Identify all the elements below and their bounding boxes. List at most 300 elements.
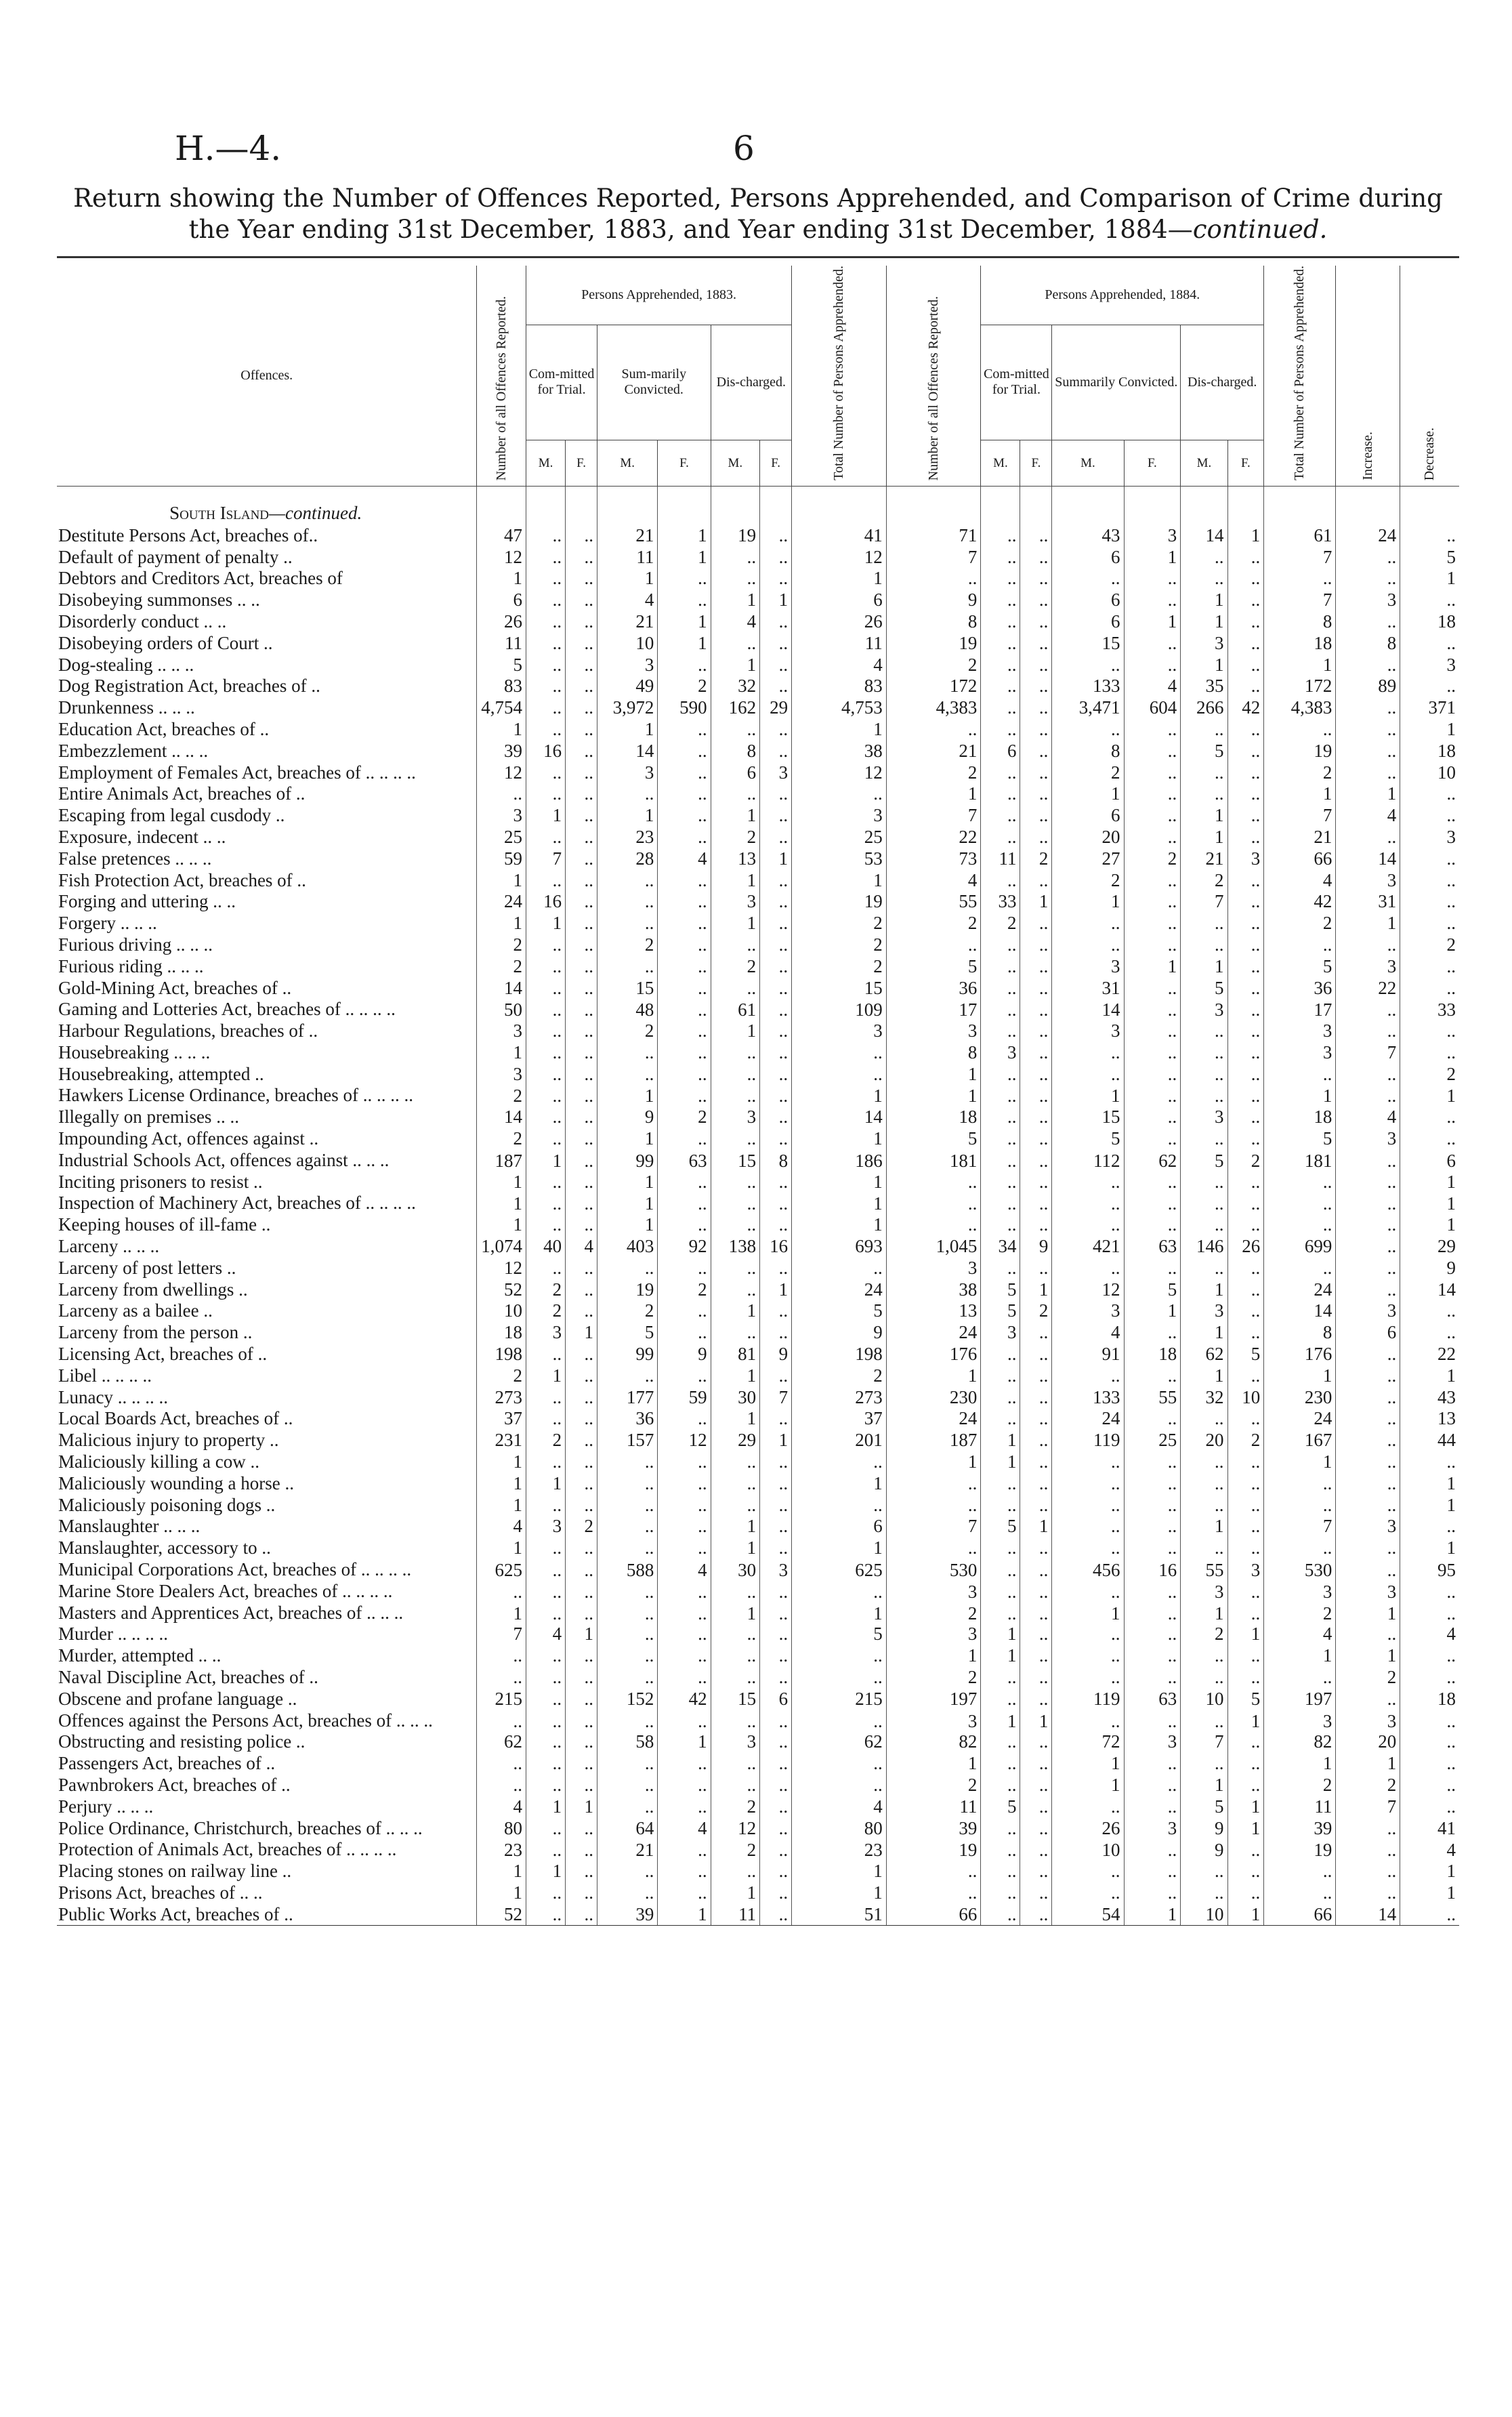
- cell-value: ..: [981, 1731, 1020, 1753]
- cell-value: ..: [526, 1645, 566, 1666]
- cell-value: ..: [658, 1860, 711, 1882]
- cell-value: ..: [597, 912, 658, 934]
- cell-value: ..: [526, 1041, 566, 1063]
- cell-value: ..: [1227, 546, 1264, 568]
- cell-value: ..: [658, 783, 711, 804]
- cell-value: 5: [1181, 977, 1227, 999]
- cell-value: ..: [1227, 762, 1264, 783]
- cell-value: ..: [1227, 869, 1264, 891]
- cell-value: 13: [886, 1300, 981, 1322]
- table-row: [57, 1860, 1459, 1882]
- table-row: [57, 1235, 1459, 1257]
- cell-value: ..: [981, 1537, 1020, 1558]
- cell-value: ..: [1052, 1365, 1124, 1386]
- cell-value: 3: [886, 1710, 981, 1731]
- cell-value: 1: [1400, 1085, 1459, 1107]
- offence-name: Housebreaking, attempted ..: [57, 1063, 477, 1085]
- table-row: [57, 524, 1459, 546]
- cell-value: ..: [658, 1041, 711, 1063]
- cell-value: ..: [1336, 740, 1400, 762]
- cell-value: ..: [1052, 1193, 1124, 1214]
- cell-value: ..: [658, 912, 711, 934]
- cell-value: 7: [886, 1516, 981, 1537]
- cell-value: 2: [1052, 869, 1124, 891]
- offence-name: Inspection of Machinery Act, breaches of .. .. .. ..: [57, 1193, 477, 1214]
- cell-value: ..: [1336, 1558, 1400, 1580]
- cell-value: ..: [526, 567, 566, 589]
- cell-value: ..: [1227, 1106, 1264, 1128]
- offence-name: Manslaughter, accessory to ..: [57, 1537, 477, 1558]
- cell-value: ..: [760, 1645, 792, 1666]
- cell-value: 2: [597, 1300, 658, 1322]
- cell-value: 1: [658, 524, 711, 546]
- table-row: [57, 1666, 1459, 1688]
- cell-value: ..: [711, 1193, 760, 1214]
- cell-value: ..: [1052, 1860, 1124, 1882]
- cell-value: ..: [1020, 762, 1052, 783]
- cell-value: 25: [1124, 1429, 1181, 1451]
- cell-value: 1: [792, 869, 887, 891]
- col-f: F.: [658, 440, 711, 486]
- cell-value: 1: [658, 546, 711, 568]
- cell-value: 1: [526, 1860, 566, 1882]
- cell-value: 1: [760, 1429, 792, 1451]
- cell-value: 14: [1336, 1903, 1400, 1925]
- cell-value: 6: [477, 589, 526, 611]
- cell-value: ..: [981, 1085, 1020, 1107]
- col-f: F.: [760, 440, 792, 486]
- cell-value: ..: [711, 1710, 760, 1731]
- cell-value: 9: [760, 1343, 792, 1365]
- cell-value: ..: [1336, 1020, 1400, 1041]
- cell-value: ..: [981, 1063, 1020, 1085]
- cell-value: 1: [1181, 611, 1227, 632]
- cell-value: 1: [566, 1796, 597, 1817]
- cell-value: ..: [981, 1386, 1020, 1408]
- cell-value: ..: [981, 1343, 1020, 1365]
- cell-value: 1: [711, 804, 760, 826]
- cell-value: ..: [1124, 1882, 1181, 1903]
- cell-value: 13: [711, 848, 760, 869]
- cell-value: ..: [981, 1193, 1020, 1214]
- cell-value: ..: [1181, 1085, 1227, 1107]
- table-row: [57, 1063, 1459, 1085]
- cell-value: ..: [566, 1731, 597, 1753]
- cell-value: 14: [1052, 998, 1124, 1020]
- cell-value: 37: [792, 1408, 887, 1430]
- cell-value: ..: [566, 1386, 597, 1408]
- cell-value: ..: [526, 1580, 566, 1602]
- cell-value: ..: [566, 632, 597, 654]
- cell-value: 1: [597, 1085, 658, 1107]
- cell-value: ..: [1400, 1128, 1459, 1149]
- cell-value: ..: [1020, 1020, 1052, 1041]
- cell-value: ..: [1124, 1624, 1181, 1645]
- offence-name: Forgery .. .. ..: [57, 912, 477, 934]
- cell-value: ..: [1181, 1214, 1227, 1235]
- cell-value: ..: [658, 1624, 711, 1645]
- cell-value: 138: [711, 1235, 760, 1257]
- cell-value: ..: [658, 1193, 711, 1214]
- cell-value: ..: [886, 1537, 981, 1558]
- cell-value: ..: [1227, 1494, 1264, 1516]
- cell-value: 17: [886, 998, 981, 1020]
- cell-value: ..: [1227, 1580, 1264, 1602]
- cell-value: 64: [597, 1817, 658, 1839]
- cell-value: ..: [1400, 589, 1459, 611]
- cell-value: ..: [526, 1537, 566, 1558]
- cell-value: 3: [1227, 848, 1264, 869]
- cell-value: ..: [1227, 1128, 1264, 1149]
- cell-value: ..: [1020, 1580, 1052, 1602]
- col-m: M.: [597, 440, 658, 486]
- cell-value: ..: [1124, 1171, 1181, 1193]
- table-row: [57, 654, 1459, 676]
- cell-value: ..: [566, 1580, 597, 1602]
- cell-value: ..: [792, 1645, 887, 1666]
- cell-value: ..: [566, 1903, 597, 1925]
- cell-value: 12: [792, 546, 887, 568]
- cell-value: ..: [886, 1860, 981, 1882]
- cell-value: 44: [1400, 1429, 1459, 1451]
- cell-value: ..: [566, 1128, 597, 1149]
- cell-value: ..: [1227, 654, 1264, 676]
- cell-value: 21: [597, 1838, 658, 1860]
- cell-value: 8: [1336, 632, 1400, 654]
- cell-value: ..: [1020, 611, 1052, 632]
- cell-value: ..: [1020, 1602, 1052, 1624]
- cell-value: ..: [981, 1214, 1020, 1235]
- cell-value: ..: [597, 1257, 658, 1279]
- col-m: M.: [711, 440, 760, 486]
- col-decrease: [1400, 266, 1459, 486]
- col-m: M.: [1052, 440, 1124, 486]
- cell-value: ..: [1124, 1365, 1181, 1386]
- cell-value: 3,972: [597, 697, 658, 718]
- cell-value: 197: [886, 1688, 981, 1710]
- cell-value: ..: [711, 1580, 760, 1602]
- cell-value: 49: [597, 675, 658, 697]
- cell-value: 3: [1052, 1300, 1124, 1322]
- cell-value: ..: [981, 567, 1020, 589]
- cell-value: ..: [566, 1882, 597, 1903]
- cell-value: 73: [886, 848, 981, 869]
- cell-value: ..: [1020, 1193, 1052, 1214]
- title-line-2: [57, 214, 1459, 245]
- cell-value: 5: [597, 1321, 658, 1343]
- cell-value: ..: [1020, 1860, 1052, 1882]
- cell-value: 187: [886, 1429, 981, 1451]
- cell-value: 95: [1400, 1558, 1459, 1580]
- cell-value: ..: [597, 1710, 658, 1731]
- cell-value: ..: [1181, 1882, 1227, 1903]
- cell-value: ..: [760, 1624, 792, 1645]
- cell-value: 1: [711, 1365, 760, 1386]
- cell-value: ..: [1124, 869, 1181, 891]
- cell-value: 55: [1124, 1386, 1181, 1408]
- cell-value: ..: [760, 1020, 792, 1041]
- cell-value: 24: [886, 1321, 981, 1343]
- cell-value: ..: [981, 1774, 1020, 1796]
- cell-value: 2: [526, 1429, 566, 1451]
- cell-value: 19: [1264, 1838, 1336, 1860]
- cell-value: ..: [1124, 567, 1181, 589]
- offence-name: Larceny of post letters ..: [57, 1257, 477, 1279]
- cell-value: ..: [1400, 524, 1459, 546]
- col-group-1883: Persons Apprehended, 1883.: [526, 266, 792, 325]
- cell-value: ..: [526, 1020, 566, 1041]
- cell-value: ..: [760, 1666, 792, 1688]
- offence-name: Public Works Act, breaches of ..: [57, 1903, 477, 1925]
- cell-value: ..: [1227, 1365, 1264, 1386]
- cell-value: ..: [597, 1774, 658, 1796]
- cell-value: 109: [792, 998, 887, 1020]
- cell-value: 7: [1264, 546, 1336, 568]
- col-summarily-1884: Summarily Convicted.: [1052, 325, 1181, 440]
- cell-value: 4: [477, 1516, 526, 1537]
- offence-name: Entire Animals Act, breaches of ..: [57, 783, 477, 804]
- cell-value: ..: [1336, 998, 1400, 1020]
- table-row: [57, 546, 1459, 568]
- cell-value: 5: [886, 955, 981, 977]
- cell-value: 4: [1336, 1106, 1400, 1128]
- cell-value: ..: [981, 1580, 1020, 1602]
- cell-value: 10: [1181, 1688, 1227, 1710]
- cell-value: ..: [886, 1494, 981, 1516]
- cell-value: 2: [886, 654, 981, 676]
- cell-value: 62: [1181, 1343, 1227, 1365]
- cell-value: 5: [981, 1796, 1020, 1817]
- cell-value: 38: [792, 740, 887, 762]
- offence-name: Furious driving .. .. ..: [57, 934, 477, 955]
- cell-value: ..: [477, 1752, 526, 1774]
- cell-value: ..: [1020, 1731, 1052, 1753]
- cell-value: 5: [1227, 1343, 1264, 1365]
- cell-value: 47: [477, 524, 526, 546]
- cell-value: ..: [1020, 912, 1052, 934]
- table-row: [57, 611, 1459, 632]
- cell-value: 8: [711, 740, 760, 762]
- cell-value: ..: [1124, 589, 1181, 611]
- cell-value: 2: [711, 1838, 760, 1860]
- table-row: [57, 1193, 1459, 1214]
- cell-value: ..: [1400, 783, 1459, 804]
- cell-value: ..: [711, 1645, 760, 1666]
- cell-value: ..: [658, 654, 711, 676]
- cell-value: ..: [1020, 1882, 1052, 1903]
- cell-value: ..: [566, 1537, 597, 1558]
- cell-value: 23: [597, 826, 658, 848]
- col-m: M.: [1181, 440, 1227, 486]
- cell-value: 6: [792, 589, 887, 611]
- cell-value: ..: [597, 1365, 658, 1386]
- cell-value: ..: [1124, 1020, 1181, 1041]
- cell-value: 1: [658, 1731, 711, 1753]
- cell-value: 71: [886, 524, 981, 546]
- cell-value: 6: [711, 762, 760, 783]
- cell-value: 55: [886, 890, 981, 912]
- cell-value: ..: [526, 1451, 566, 1472]
- cell-value: 3: [711, 1731, 760, 1753]
- cell-value: 18: [1264, 1106, 1336, 1128]
- cell-value: 1: [477, 1193, 526, 1214]
- cell-value: 18: [1400, 611, 1459, 632]
- cell-value: ..: [886, 1214, 981, 1235]
- cell-value: 1: [1052, 1085, 1124, 1107]
- table-row: [57, 1624, 1459, 1645]
- cell-value: 14: [792, 1106, 887, 1128]
- cell-value: ..: [1264, 1860, 1336, 1882]
- cell-value: 16: [1124, 1558, 1181, 1580]
- cell-value: 80: [792, 1817, 887, 1839]
- cell-value: ..: [1020, 998, 1052, 1020]
- cell-value: 14: [1400, 1279, 1459, 1300]
- table-row: [57, 1408, 1459, 1430]
- cell-value: 2: [792, 934, 887, 955]
- offence-name: Gold-Mining Act, breaches of ..: [57, 977, 477, 999]
- cell-value: ..: [981, 1688, 1020, 1710]
- offence-name: Escaping from legal cusdody ..: [57, 804, 477, 826]
- cell-value: 3: [1124, 1731, 1181, 1753]
- cell-value: ..: [1227, 1279, 1264, 1300]
- cell-value: ..: [658, 1171, 711, 1193]
- cell-value: ..: [526, 1602, 566, 1624]
- cell-value: 1: [760, 1279, 792, 1300]
- col-increase: [1336, 266, 1400, 486]
- cell-value: 421: [1052, 1235, 1124, 1257]
- cell-value: 62: [1124, 1149, 1181, 1171]
- cell-value: ..: [658, 1580, 711, 1602]
- cell-value: ..: [566, 869, 597, 891]
- cell-value: 230: [1264, 1386, 1336, 1408]
- cell-value: ..: [1124, 718, 1181, 740]
- cell-value: 4,383: [886, 697, 981, 718]
- cell-value: 2: [1020, 1300, 1052, 1322]
- cell-value: ..: [566, 567, 597, 589]
- cell-value: ..: [1400, 890, 1459, 912]
- cell-value: ..: [658, 1472, 711, 1494]
- cell-value: ..: [1020, 1085, 1052, 1107]
- cell-value: ..: [566, 1710, 597, 1731]
- cell-value: 2: [1052, 762, 1124, 783]
- cell-value: 24: [1336, 524, 1400, 546]
- cell-value: 1: [1400, 1214, 1459, 1235]
- cell-value: ..: [526, 869, 566, 891]
- cell-value: ..: [1052, 1257, 1124, 1279]
- cell-value: ..: [1124, 1666, 1181, 1688]
- cell-value: 2: [886, 762, 981, 783]
- cell-value: 9: [1181, 1838, 1227, 1860]
- cell-value: ..: [1336, 762, 1400, 783]
- cell-value: 29: [1400, 1235, 1459, 1257]
- cell-value: 1: [1264, 1085, 1336, 1107]
- cell-value: 1: [1124, 1300, 1181, 1322]
- cell-value: ..: [566, 697, 597, 718]
- cell-value: ..: [1124, 1063, 1181, 1085]
- cell-value: 1: [477, 1860, 526, 1882]
- cell-value: ..: [1336, 546, 1400, 568]
- cell-value: 19: [886, 1838, 981, 1860]
- cell-value: ..: [1264, 1666, 1336, 1688]
- cell-value: ..: [526, 1193, 566, 1214]
- cell-value: ..: [658, 1666, 711, 1688]
- cell-value: 3: [792, 804, 887, 826]
- cell-value: ..: [981, 1882, 1020, 1903]
- cell-value: ..: [566, 546, 597, 568]
- cell-value: ..: [597, 1645, 658, 1666]
- cell-value: 36: [597, 1408, 658, 1430]
- cell-value: 12: [792, 762, 887, 783]
- cell-value: 157: [597, 1429, 658, 1451]
- cell-value: ..: [981, 654, 1020, 676]
- cell-value: 23: [477, 1838, 526, 1860]
- cell-value: ..: [597, 1624, 658, 1645]
- cell-value: ..: [760, 1580, 792, 1602]
- cell-value: ..: [1124, 1602, 1181, 1624]
- table-row: [57, 632, 1459, 654]
- cell-value: 1: [1227, 1710, 1264, 1731]
- cell-value: ..: [1020, 1386, 1052, 1408]
- cell-value: 187: [477, 1149, 526, 1171]
- cell-value: ..: [1124, 1580, 1181, 1602]
- cell-value: ..: [526, 589, 566, 611]
- cell-value: 61: [1264, 524, 1336, 546]
- cell-value: ..: [597, 783, 658, 804]
- cell-value: ..: [1181, 783, 1227, 804]
- cell-value: ..: [658, 567, 711, 589]
- cell-value: ..: [1336, 697, 1400, 718]
- cell-value: 1: [981, 1624, 1020, 1645]
- cell-value: 6: [981, 740, 1020, 762]
- cell-value: ..: [1020, 1106, 1052, 1128]
- cell-value: ..: [597, 1602, 658, 1624]
- cell-value: 2: [1264, 912, 1336, 934]
- col-total-1884: [1264, 266, 1336, 486]
- cell-value: 99: [597, 1343, 658, 1365]
- cell-value: ..: [760, 934, 792, 955]
- cell-value: ..: [658, 1321, 711, 1343]
- cell-value: 16: [760, 1235, 792, 1257]
- cell-value: 19: [597, 1279, 658, 1300]
- cell-value: ..: [658, 1365, 711, 1386]
- cell-value: ..: [566, 1429, 597, 1451]
- cell-value: 66: [1264, 1903, 1336, 1925]
- cell-value: ..: [1124, 654, 1181, 676]
- cell-value: 1: [711, 1516, 760, 1537]
- cell-value: ..: [1124, 1106, 1181, 1128]
- cell-value: 1: [1336, 1752, 1400, 1774]
- cell-value: ..: [981, 697, 1020, 718]
- cell-value: 4: [711, 611, 760, 632]
- cell-value: ..: [658, 1838, 711, 1860]
- cell-value: ..: [1181, 1494, 1227, 1516]
- cell-value: 3: [711, 1106, 760, 1128]
- cell-value: 1: [566, 1321, 597, 1343]
- cell-value: ..: [981, 804, 1020, 826]
- cell-value: 14: [1336, 848, 1400, 869]
- table-row: [57, 1774, 1459, 1796]
- cell-value: ..: [1052, 1882, 1124, 1903]
- cell-value: 20: [1181, 1429, 1227, 1451]
- cell-value: ..: [711, 632, 760, 654]
- cell-value: 43: [1400, 1386, 1459, 1408]
- title-continued: continued.: [1192, 215, 1328, 244]
- cell-value: ..: [566, 1408, 597, 1430]
- cell-value: 23: [792, 1838, 887, 1860]
- cell-value: 181: [886, 1149, 981, 1171]
- cell-value: 24: [1052, 1408, 1124, 1430]
- cell-value: 21: [886, 740, 981, 762]
